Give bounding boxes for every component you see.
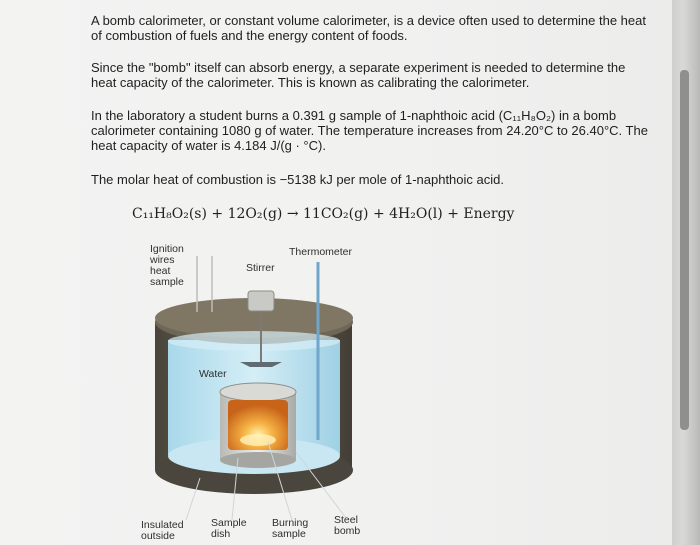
combustion-equation: C₁₁H₈O₂(s) + 12O₂(g) → 11CO₂(g) + 4H₂O(l) + Energy bbox=[132, 206, 515, 222]
bomb-label: Steel bomb bbox=[334, 514, 361, 537]
burning-label: Burning sample bbox=[272, 517, 309, 540]
molar-heat-sentence: The molar heat of combustion is −5138 kJ per mole of 1-naphthoic acid. bbox=[91, 172, 504, 187]
intro-line-1: A bomb calorimeter, or constant volume calorimeter, is a device often used to determine the heat bbox=[91, 13, 646, 28]
experiment-line-2: calorimeter containing 1080 g of water. The temperature increases from 24.20°C to 26.40°C. The bbox=[91, 123, 648, 138]
steel-bomb bbox=[220, 383, 296, 468]
ignition-label: Ignition wires heat sample bbox=[150, 243, 184, 288]
dish-label: Sample dish bbox=[211, 517, 247, 540]
water-label: Water bbox=[199, 368, 227, 380]
experiment-line-1: In the laboratory a student burns a 0.391 g sample of 1-naphthoic acid (C₁₁H₈O₂) in a bomb bbox=[91, 108, 617, 123]
thermometer-label: Thermometer bbox=[289, 246, 353, 258]
insulated-label: Insulated outside bbox=[141, 519, 184, 542]
calibration-line-1: Since the "bomb" itself can absorb energy, a separate experiment is needed to determine the bbox=[91, 60, 626, 75]
experiment-line-3: heat capacity of water is 4.184 J/(g · °C). bbox=[91, 138, 326, 153]
intro-line-2: of combustion of fuels and the energy content of foods. bbox=[91, 28, 408, 43]
calibration-line-2: heat capacity of the calorimeter. This is known as calibrating the calorimeter. bbox=[91, 75, 530, 90]
stirrer-label: Stirrer bbox=[246, 262, 275, 274]
